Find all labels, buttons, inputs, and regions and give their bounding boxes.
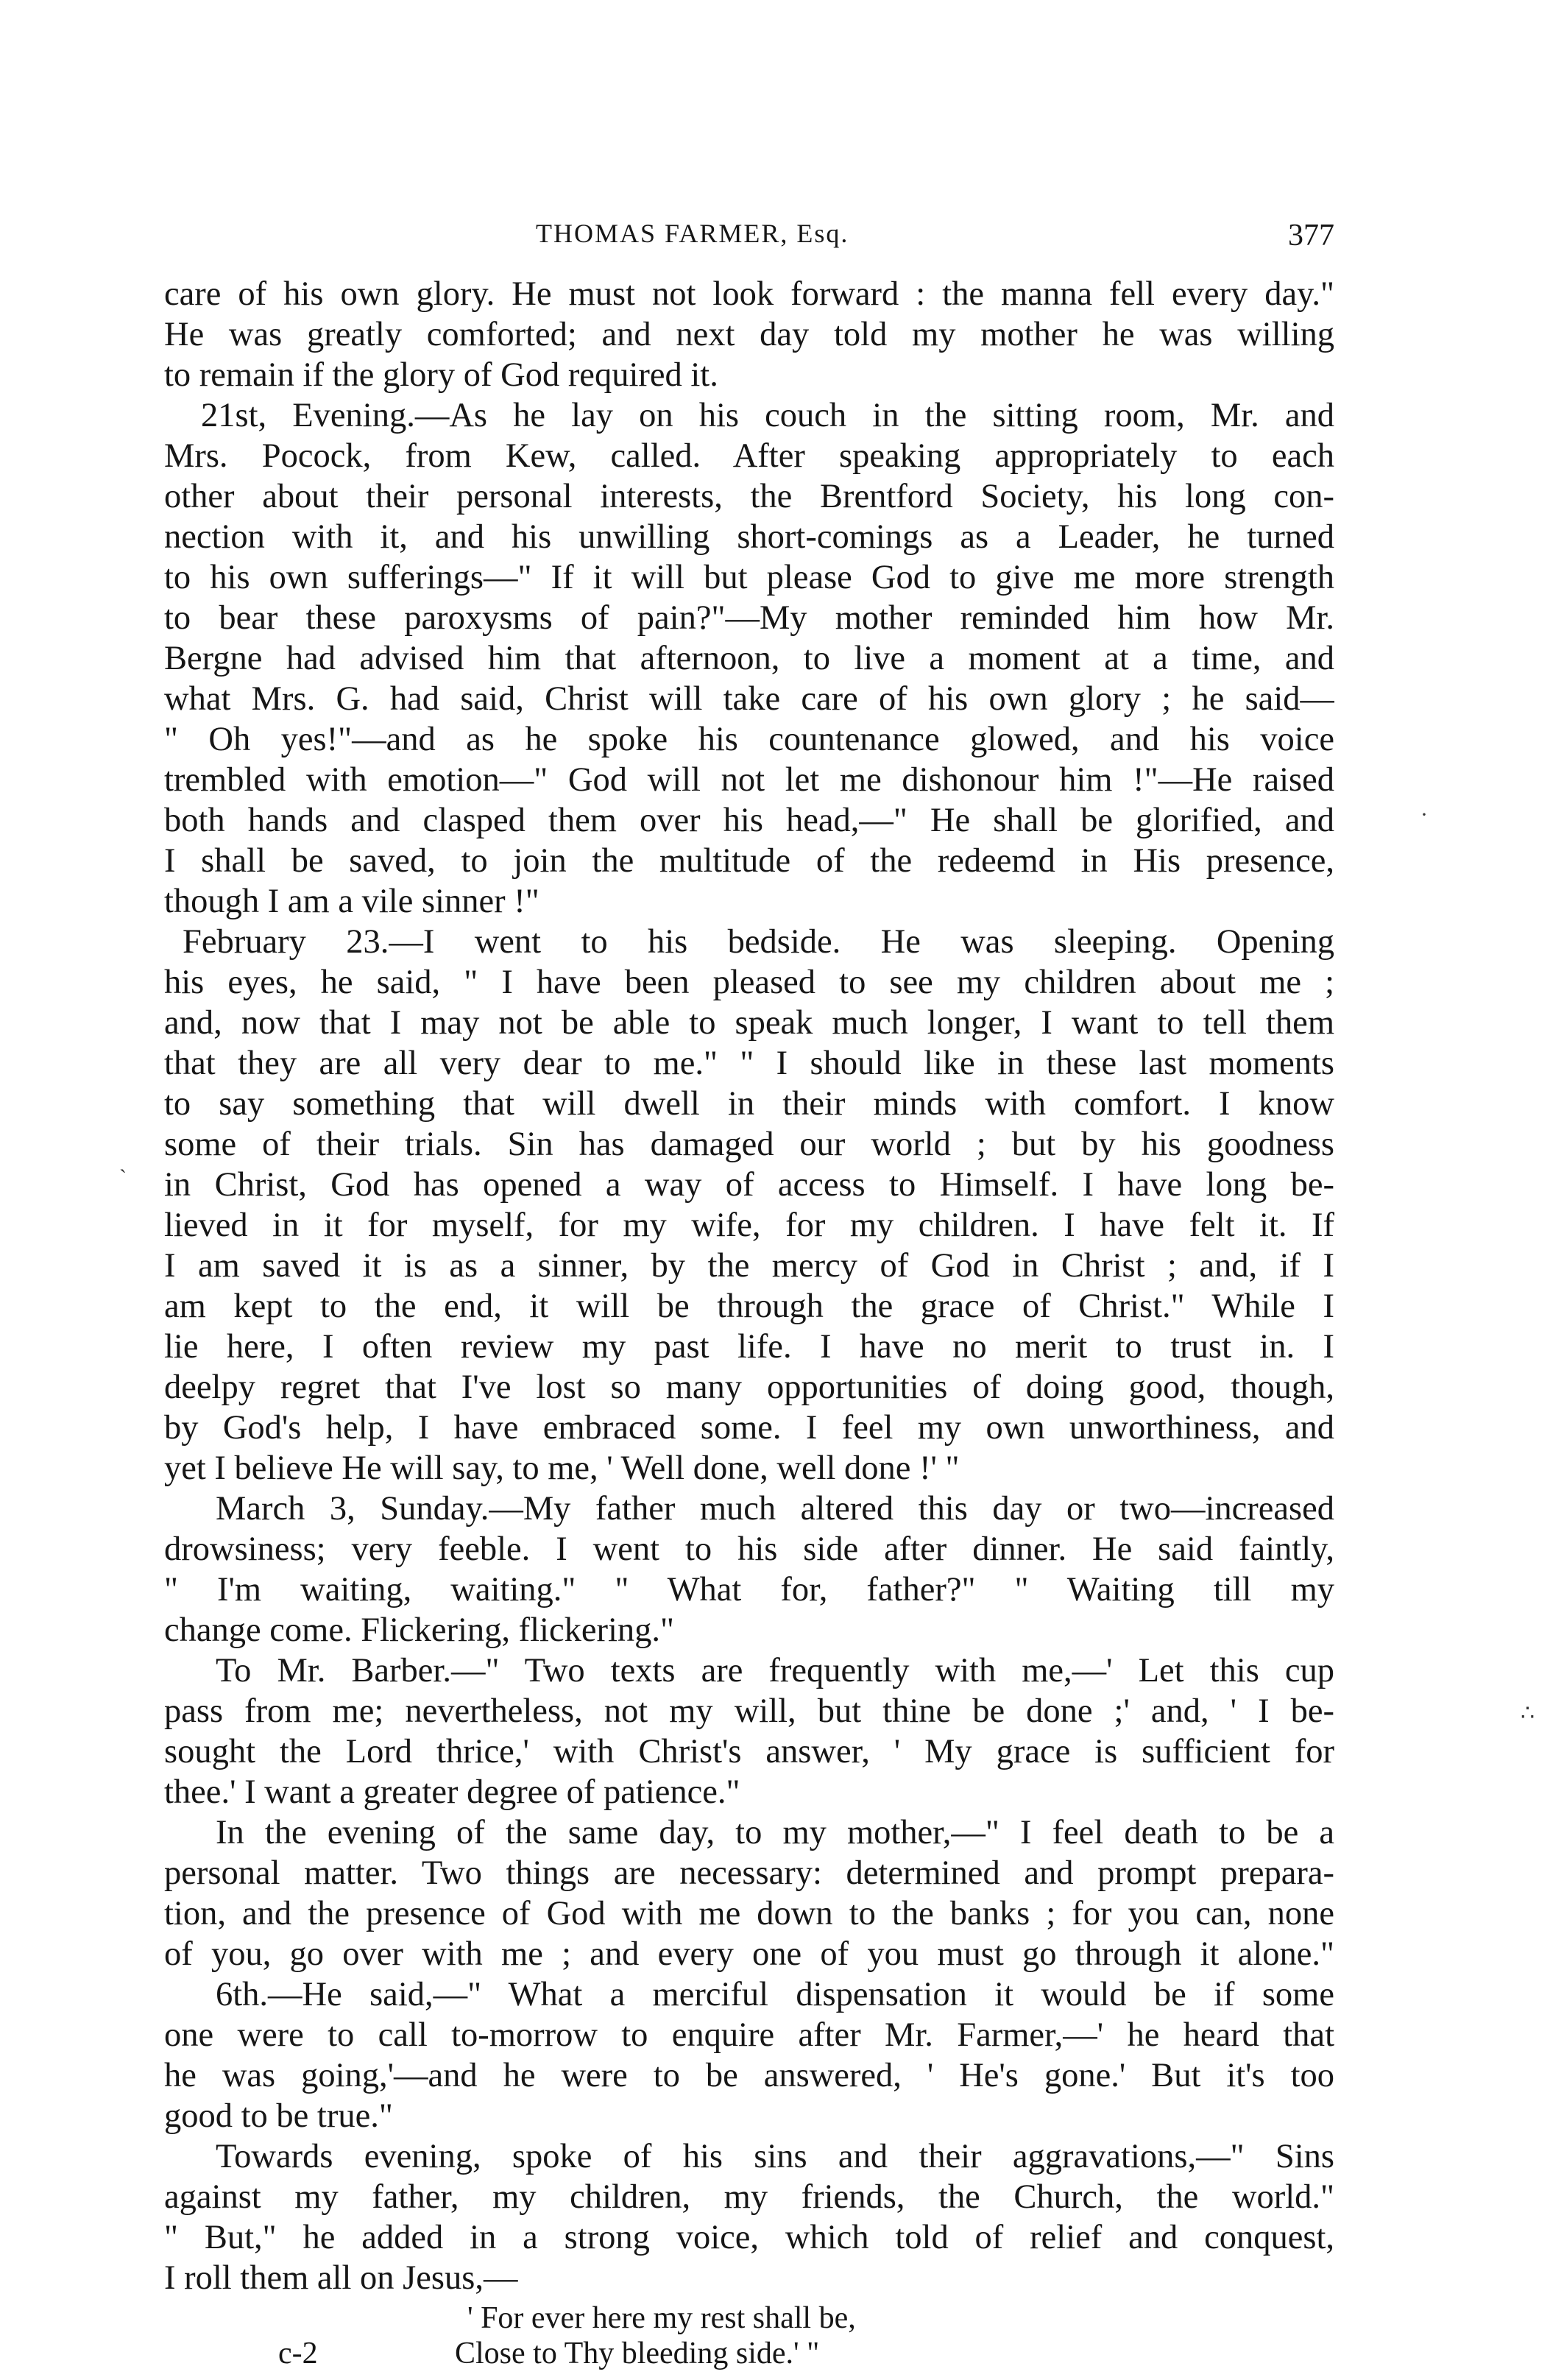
text-line: drowsiness; very feeble. I went to his side after dinner. He said faintly,	[164, 1530, 1334, 1568]
text-line: am kept to the end, it will be through the grace of Christ." While I	[164, 1288, 1334, 1325]
text-line: 21st, Evening.—As he lay on his couch in the sitting room, Mr. and	[201, 397, 1334, 434]
text-line: I am saved it is as a sinner, by the mercy of God in Christ ; and, if I	[164, 1247, 1334, 1285]
text-line: some of their trials. Sin has damaged our world ; but by his goodness	[164, 1126, 1334, 1163]
text-line: to his own sufferings—" If it will but please God to give me more strength	[164, 559, 1334, 596]
margin-speck: ·	[1420, 802, 1428, 827]
text-line: lieved in it for myself, for my wife, for my children. I have felt it. If	[164, 1207, 1334, 1244]
text-line: In the evening of the same day, to my mother,—" I feel death to be a	[216, 1814, 1334, 1851]
text-line: March 3, Sunday.—My father much altered this day or two—increased	[216, 1490, 1334, 1528]
text-line: one were to call to-morrow to enquire after Mr. Farmer,—' he heard that	[164, 2016, 1334, 2054]
text-line: what Mrs. G. had said, Christ will take care of his own glory ; he said—	[164, 680, 1334, 718]
text-line: yet I believe He will say, to me, ' Well done, well done !' "	[164, 1449, 960, 1487]
text-line: sought the Lord thrice,' with Christ's answer, ' My grace is sufficient for	[164, 1733, 1334, 1770]
text-line: deelpy regret that I've lost so many opportunities of doing good, though,	[164, 1369, 1334, 1406]
text-line: " I'm waiting, waiting." " What for, father?" " Waiting till my	[164, 1571, 1334, 1609]
text-line: 6th.—He said,—" What a merciful dispensation it would be if some	[216, 1976, 1334, 2013]
text-line: thee.' I want a greater degree of patience."	[164, 1773, 740, 1811]
text-line: " Oh yes!"—and as he spoke his countenance glowed, and his voice	[164, 721, 1334, 758]
text-line: I shall be saved, to join the multitude of the redeemd in His presence,	[164, 842, 1334, 880]
margin-speck: ∴	[1521, 1701, 1535, 1726]
text-line: personal matter. Two things are necessary: determined and prompt prepara-	[164, 1854, 1334, 1892]
text-line: other about their personal interests, the Brentford Society, his long con-	[164, 478, 1334, 515]
text-line: he was going,'—and he were to be answered, ' He's gone.' But it's too	[164, 2057, 1334, 2094]
text-line: in Christ, God has opened a way of access to Himself. I have long be-	[164, 1166, 1334, 1204]
text-line: Towards evening, spoke of his sins and their aggravations,—" Sins	[216, 2138, 1334, 2175]
text-line: Mrs. Pocock, from Kew, called. After speaking appropriately to each	[164, 437, 1334, 475]
verse-quotation	[455, 2300, 856, 2371]
signature-mark: c-2	[278, 2337, 318, 2370]
text-line: February 23.—I went to his bedside. He was sleeping. Opening	[183, 923, 1334, 961]
text-line: Bergne had advised him that afternoon, to live a moment at a time, and	[164, 640, 1334, 677]
text-line: of you, go over with me ; and every one of you must go through it alone."	[164, 1935, 1334, 1973]
text-line: To Mr. Barber.—" Two texts are frequently with me,—' Let this cup	[216, 1652, 1334, 1689]
page-number: 377	[1288, 219, 1334, 253]
text-line: trembled with emotion—" God will not let me dishonour him !"—He raised	[164, 761, 1334, 799]
text-line: his eyes, he said, " I have been pleased to see my children about me ;	[164, 964, 1334, 1001]
text-line: against my father, my children, my friends, the Church, the world."	[164, 2178, 1334, 2216]
text-line: nection with it, and his unwilling short-comings as a Leader, he turned	[164, 518, 1334, 556]
running-head: THOMAS FARMER, Esq.	[536, 219, 849, 248]
text-line: He was greatly comforted; and next day told my mother he was willing	[164, 316, 1334, 353]
text-line: to say something that will dwell in their minds with comfort. I know	[164, 1085, 1334, 1123]
text-line: to bear these paroxysms of pain?"—My mother reminded him how Mr.	[164, 599, 1334, 637]
text-line: though I am a vile sinner !"	[164, 883, 539, 920]
text-line: " But," he added in a strong voice, which told of relief and conquest,	[164, 2219, 1334, 2256]
text-line: and, now that I may not be able to speak much longer, I want to tell them	[164, 1004, 1334, 1042]
text-line: change come. Flickering, flickering."	[164, 1611, 674, 1649]
text-line: good to be true."	[164, 2097, 393, 2135]
text-line: by God's help, I have embraced some. I feel my own unworthiness, and	[164, 1409, 1334, 1447]
text-line: pass from me; nevertheless, not my will, but thine be done ;' and, ' I be-	[164, 1692, 1334, 1730]
verse-line: Close to Thy bleeding side.' "	[455, 2337, 820, 2370]
text-line: to remain if the glory of God required it.	[164, 356, 718, 394]
text-line: care of his own glory. He must not look forward : the manna fell every day."	[164, 275, 1334, 313]
text-line: both hands and clasped them over his head,—" He shall be glorified, and	[164, 802, 1334, 839]
text-line: tion, and the presence of God with me down to the banks ; for you can, none	[164, 1895, 1334, 1932]
page-header	[164, 218, 1334, 262]
text-line: I roll them all on Jesus,—	[164, 2259, 518, 2297]
text-line: that they are all very dear to me." " I should like in these last moments	[164, 1045, 1334, 1082]
verse-line: ' For ever here my rest shall be,	[467, 2301, 856, 2335]
margin-speck: ˴	[119, 1156, 127, 1180]
body-text	[164, 274, 1334, 2298]
text-line: lie here, I often review my past life. I have no merit to trust in. I	[164, 1328, 1334, 1366]
